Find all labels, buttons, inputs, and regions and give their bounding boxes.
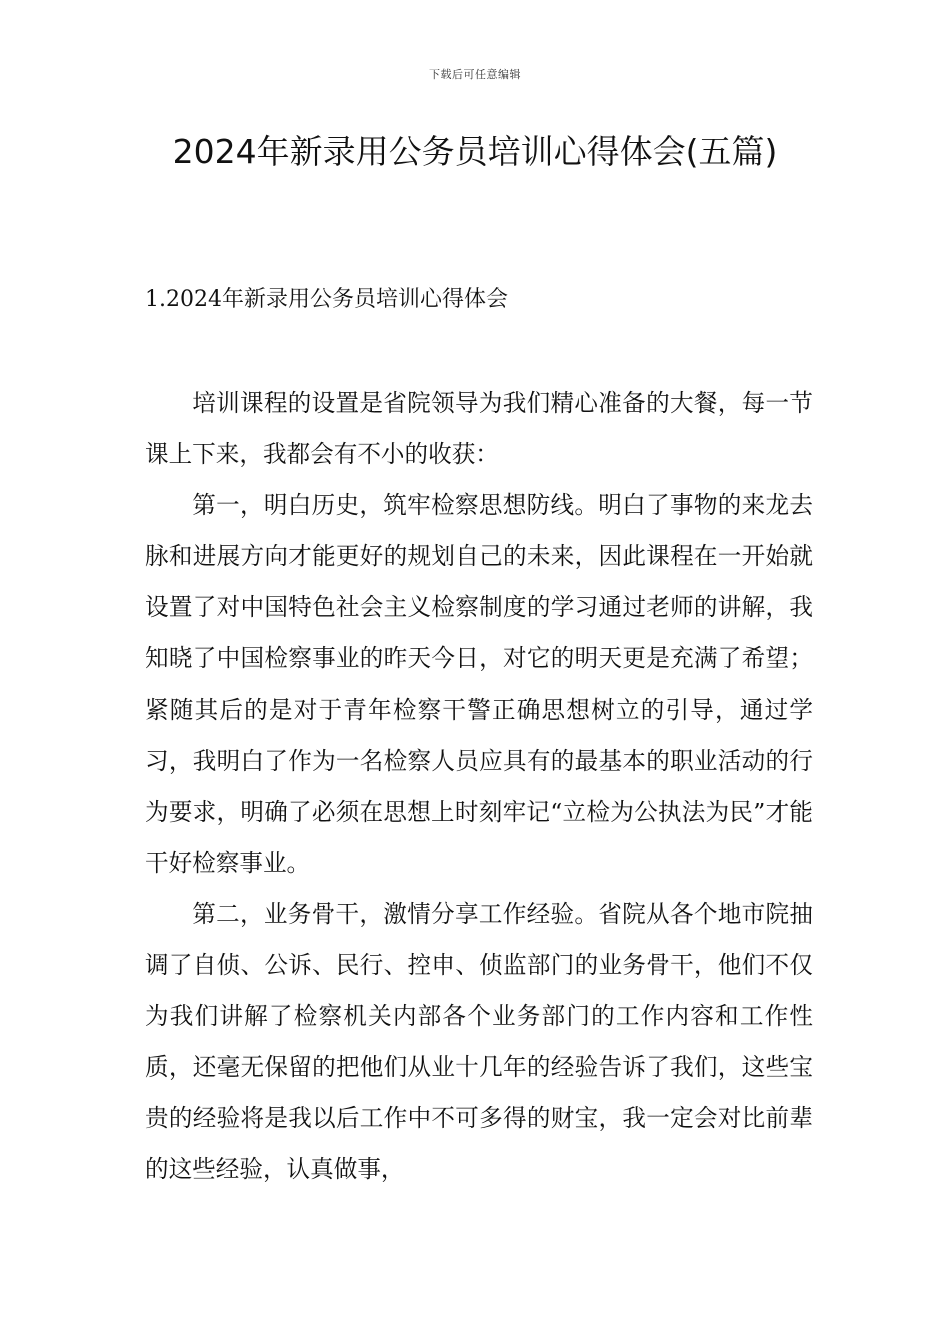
- paragraph-intro: 培训课程的设置是省院领导为我们精心准备的大餐，每一节课上下来，我都会有不小的收获：: [145, 389, 813, 469]
- paragraph-first-point: 第一，明白历史，筑牢检察思想防线。明白了事物的来龙去脉和进展方向才能更好的规划自己的未来，因此课程在一开始就设置了对中国特色社会主义检察制度的学习通过老师的讲解，我知晓了中国检察事业的昨天今日，对它的明天更是充满了希望；紧随其后的是对于青年检察干警正确思想树立的引导，通过学习，我明白了作为一名检察人员应具有的最基本的职业活动的行为要求，明确了必须在思想上时刻牢记“立检为公执法为民”才能干好检察事业。: [145, 491, 813, 877]
- body-text: [145, 378, 813, 1196]
- document-title: 2024年新录用公务员培训心得体会(五篇): [172, 132, 778, 171]
- section-heading: 1.2024年新录用公务员培训心得体会: [145, 287, 508, 312]
- paragraph-second-point: 第二，业务骨干，激情分享工作经验。省院从各个地市院抽调了自侦、公诉、民行、控申、侦监部门的业务骨干，他们不仅为我们讲解了检察机关内部各个业务部门的工作内容和工作性质，还毫无保留的把他们从业十几年的经验告诉了我们，这些宝贵的经验将是我以后工作中不可多得的财宝，我一定会对比前辈的这些经验，认真做事，: [145, 899, 813, 1184]
- header-note: 下载后可任意编辑: [429, 68, 521, 81]
